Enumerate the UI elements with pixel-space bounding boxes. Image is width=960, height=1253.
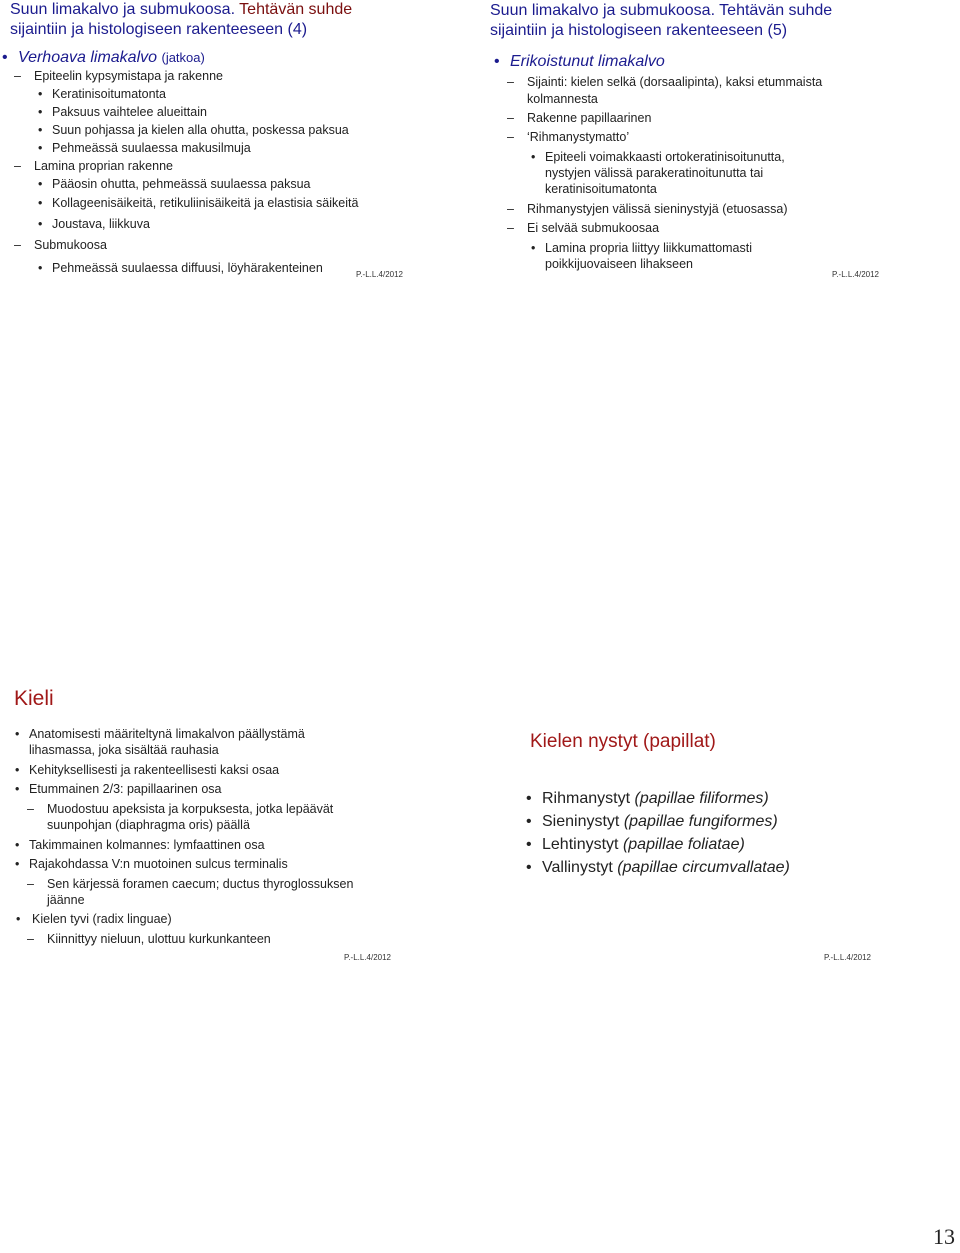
list-item-l2: – Sen kärjessä foramen caecum; ductus thyroglossuksen bbox=[27, 877, 354, 891]
list-item-l3: • Kollageenisäikeitä, retikuliinisäikeitä ja elastisia säikeitä bbox=[38, 196, 359, 210]
list-item-l2: – Submukoosa bbox=[14, 238, 107, 252]
list-item-l3: • Pehmeässä suulaessa diffuusi, löyhärakenteinen bbox=[38, 261, 323, 275]
list-item-l2: – Rihmanystyjen välissä sieninystyjä (etuosassa) bbox=[507, 202, 788, 216]
page-number: 13 bbox=[933, 1224, 955, 1249]
slide-footer: P.-L.L.4/2012 bbox=[824, 953, 872, 962]
slide-footer: P.-L.L.4/2012 bbox=[356, 270, 404, 279]
list-item-l2: – Rakenne papillaarinen bbox=[507, 111, 652, 125]
list-item-l3: • Lamina propria liittyy liikkumattomasti bbox=[531, 241, 753, 255]
list-item-l3: • Pääosin ohutta, pehmeässä suulaessa paksua bbox=[38, 177, 311, 191]
list-item-l1: • Etummainen 2/3: papillaarinen osa bbox=[15, 782, 222, 796]
slide-title: Kielen nystyt (papillat) bbox=[530, 731, 716, 752]
slide-title: Suun limakalvo ja submukoosa. Tehtävän suhde sijaintiin ja histologiseen rakenteeseen (5) bbox=[490, 2, 833, 39]
list-item-l1: • Lehtinystyt (papillae foliatae) bbox=[526, 836, 745, 853]
list-item-l3: • Keratinisoitumatonta bbox=[38, 87, 166, 101]
list-item-l1: • Vallinystyt (papillae circumvallatae) bbox=[526, 859, 790, 876]
list-item-cont: kolmannesta bbox=[527, 92, 598, 106]
list-item-l1: • Rihmanystyt (papillae filiformes) bbox=[526, 790, 769, 807]
slide-footer: P.-L.L.4/2012 bbox=[344, 953, 392, 962]
slide-kielen-nystyt bbox=[490, 686, 950, 971]
list-item-l1: • Verhoava limakalvo (jatkoa) bbox=[2, 49, 205, 66]
list-item-l1: • Rajakohdassa V:n muotoinen sulcus terminalis bbox=[15, 857, 288, 871]
list-item-l3: • Paksuus vaihtelee alueittain bbox=[38, 105, 207, 119]
list-item-l3: • Pehmeässä suulaessa makusilmuja bbox=[38, 141, 251, 155]
list-item-l2: – ‘Rihmanystymatto’ bbox=[507, 130, 630, 144]
list-item-l2: – Kiinnittyy nieluun, ulottuu kurkunkanteen bbox=[27, 932, 271, 946]
slide-title: Kieli bbox=[14, 687, 54, 710]
list-item-cont: poikkijuovaiseen lihakseen bbox=[545, 257, 694, 271]
slide-footer: P.-L.L.4/2012 bbox=[832, 270, 880, 279]
list-item-cont: suunpohjan (diaphragma oris) päällä bbox=[47, 818, 250, 832]
list-item-cont: keratinisoitumatonta bbox=[545, 182, 657, 196]
list-item-cont: nystyjen välissä parakeratinoitunutta tai bbox=[545, 166, 764, 180]
list-item-l1: • Takimmainen kolmannes: lymfaattinen osa bbox=[15, 838, 265, 852]
list-item-cont: jäänne bbox=[47, 893, 85, 907]
list-item-l2: – Ei selvää submukoosaa bbox=[507, 221, 660, 235]
slide-kieli bbox=[14, 686, 474, 971]
slide-mucosa-5 bbox=[490, 0, 950, 285]
slide-mucosa-4 bbox=[2, 0, 470, 285]
list-item-cont: lihasmassa, joka sisältää rauhasia bbox=[29, 743, 219, 757]
list-item-l2: – Muodostuu apeksista ja korpuksesta, jotka lepäävät bbox=[27, 802, 334, 816]
list-item-l1: • Kehityksellisesti ja rakenteellisesti kaksi osaa bbox=[15, 763, 280, 777]
list-item-l3: • Suun pohjassa ja kielen alla ohutta, poskessa paksua bbox=[38, 123, 349, 137]
list-item-l1: • Anatomisesti määriteltynä limakalvon päällystämä bbox=[15, 727, 305, 741]
list-item-l3: • Epiteeli voimakkaasti ortokeratinisoitunutta, bbox=[531, 150, 785, 164]
slide-title: Suun limakalvo ja submukoosa. Tehtävän suhde sijaintiin ja histologiseen rakenteeseen (4) bbox=[10, 1, 353, 38]
list-item-l1: • Erikoistunut limakalvo bbox=[494, 53, 665, 70]
list-item-l1: • Sieninystyt (papillae fungiformes) bbox=[526, 813, 778, 830]
list-item-l1: • Kielen tyvi (radix linguae) bbox=[16, 912, 172, 926]
list-item-l2: – Epiteelin kypsymistapa ja rakenne bbox=[14, 69, 223, 83]
list-item-l2: – Sijainti: kielen selkä (dorsaalipinta), kaksi etummaista bbox=[507, 75, 823, 89]
list-item-l2: – Lamina proprian rakenne bbox=[14, 159, 173, 173]
list-item-l3: • Joustava, liikkuva bbox=[38, 217, 150, 231]
